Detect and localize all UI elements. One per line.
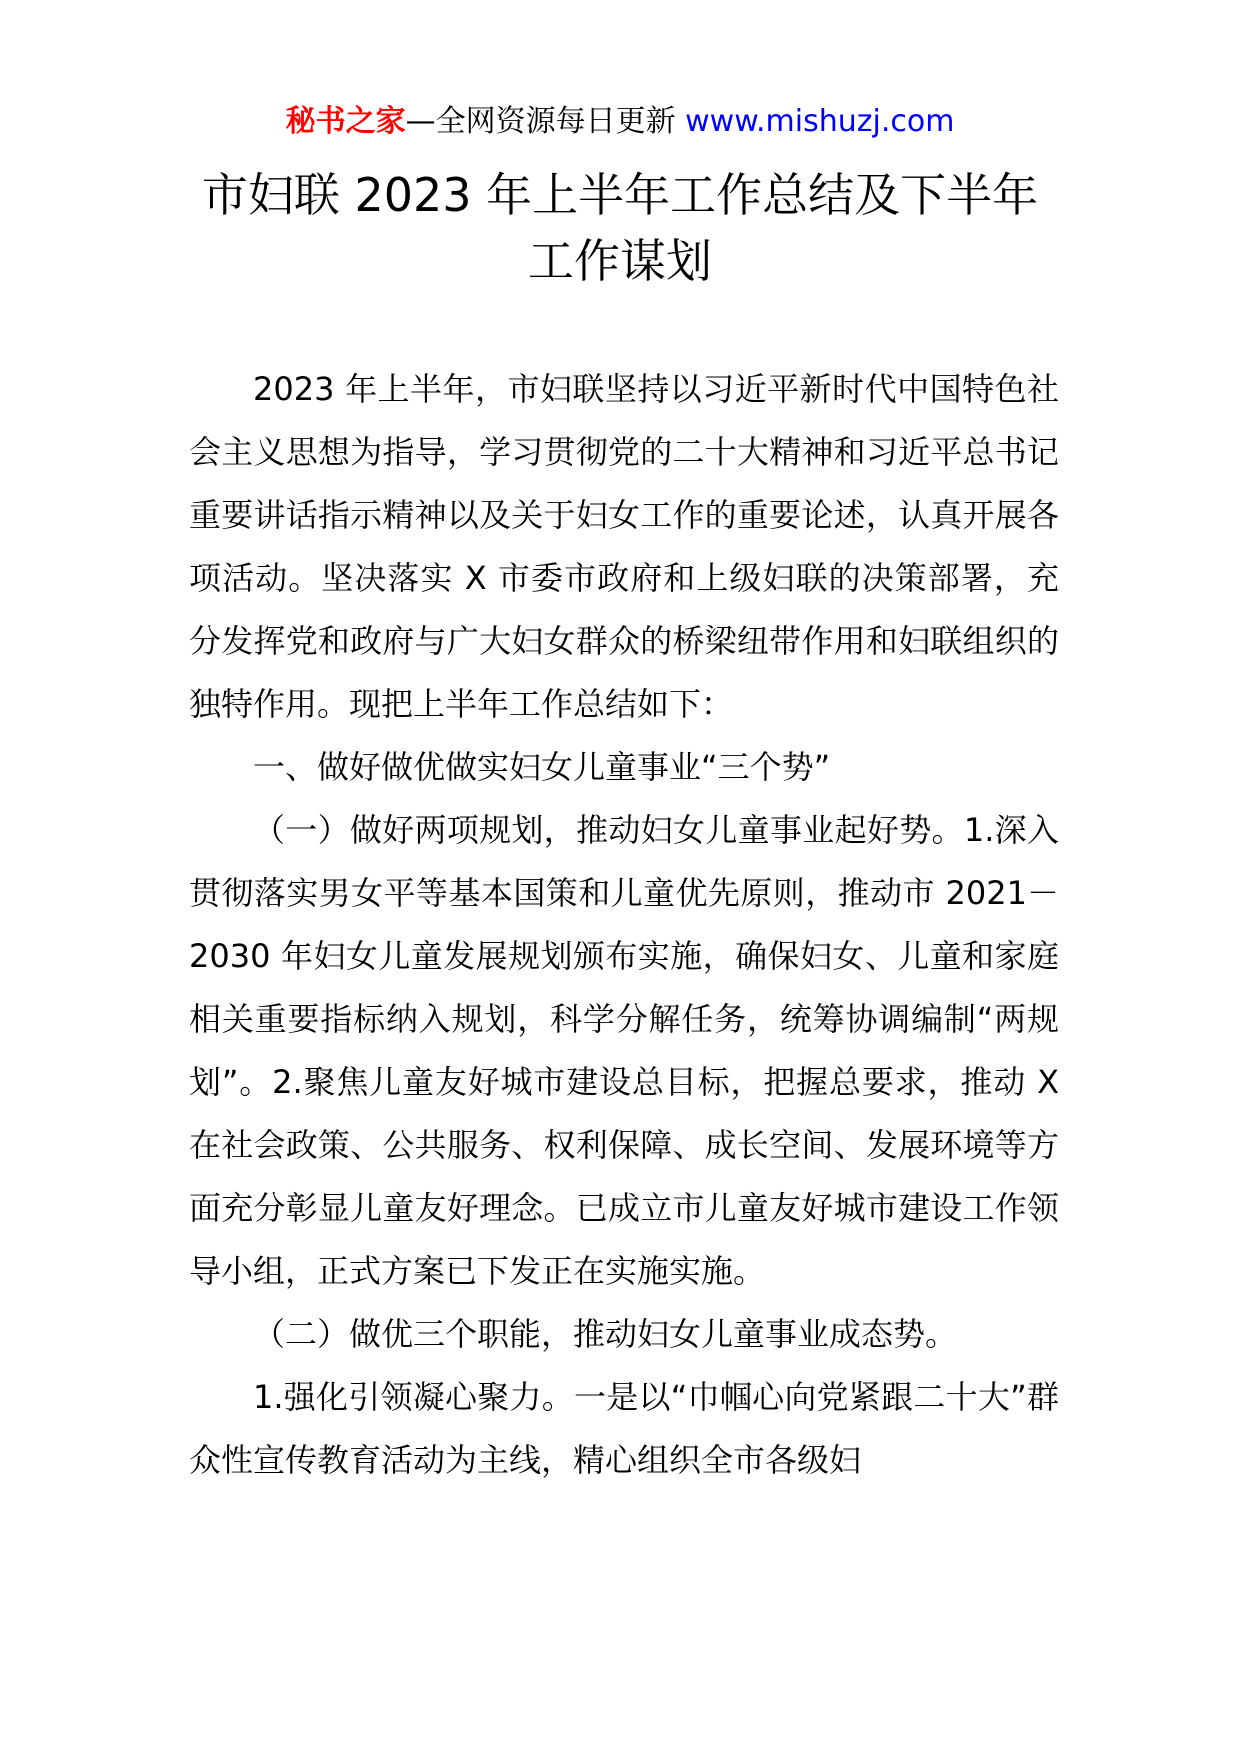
title-line-1: 市妇联 2023 年上半年工作总结及下半年 xyxy=(201,168,1039,222)
paragraph-subsection-1: （一）做好两项规划，推动妇女儿童事业起好势。1.深入贯彻落实男女平等基本国策和儿童优先原则，推动市 2021－2030 年妇女儿童发展规划颁布实施，确保妇女、儿童和家庭相关重要指标纳入规划，科学分解任务，统筹协调编制“两规划”。2.聚焦儿童友好城市建设总目标，把握总要求，推动 X 在社会政策、公共服务、权利保障、成长空间、发展环境等方面充分彰显儿童友好理念。已成立市儿童友好城市建设工作领导小组，正式方案已下发正在实施实施。 xyxy=(189,811,1059,1290)
page-header xyxy=(0,100,1240,144)
paragraph-intro: 2023 年上半年，市妇联坚持以习近平新时代中国特色社会主义思想为指导，学习贯彻党的二十大精神和习近平总书记重要讲话指示精神以及关于妇女工作的重要论述，认真开展各项活动。坚决落实 X 市委市政府和上级妇联的决策部署，充分发挥党和政府与广大妇女群众的桥梁纽带作用和妇联组织的独特作用。现把上半年工作总结如下： xyxy=(189,370,1059,723)
document-title xyxy=(0,162,1240,294)
site-url-link[interactable]: www.mishuzj.com xyxy=(685,104,955,139)
section-heading-1: 一、做好做优做实妇女儿童事业“三个势” xyxy=(253,748,831,786)
document-body xyxy=(189,358,1059,1492)
subsection-heading-2: （二）做优三个职能，推动妇女儿童事业成态势。 xyxy=(253,1315,958,1353)
paragraph-item-1: 1.强化引领凝心聚力。一是以“巾帼心向党紧跟二十大”群众性宣传教育活动为主线，精心组织全市各级妇 xyxy=(189,1378,1059,1479)
brand-name: 秘书之家 xyxy=(285,104,406,139)
title-line-2: 工作谋划 xyxy=(528,234,712,288)
header-tagline: —全网资源每日更新 xyxy=(405,104,676,139)
